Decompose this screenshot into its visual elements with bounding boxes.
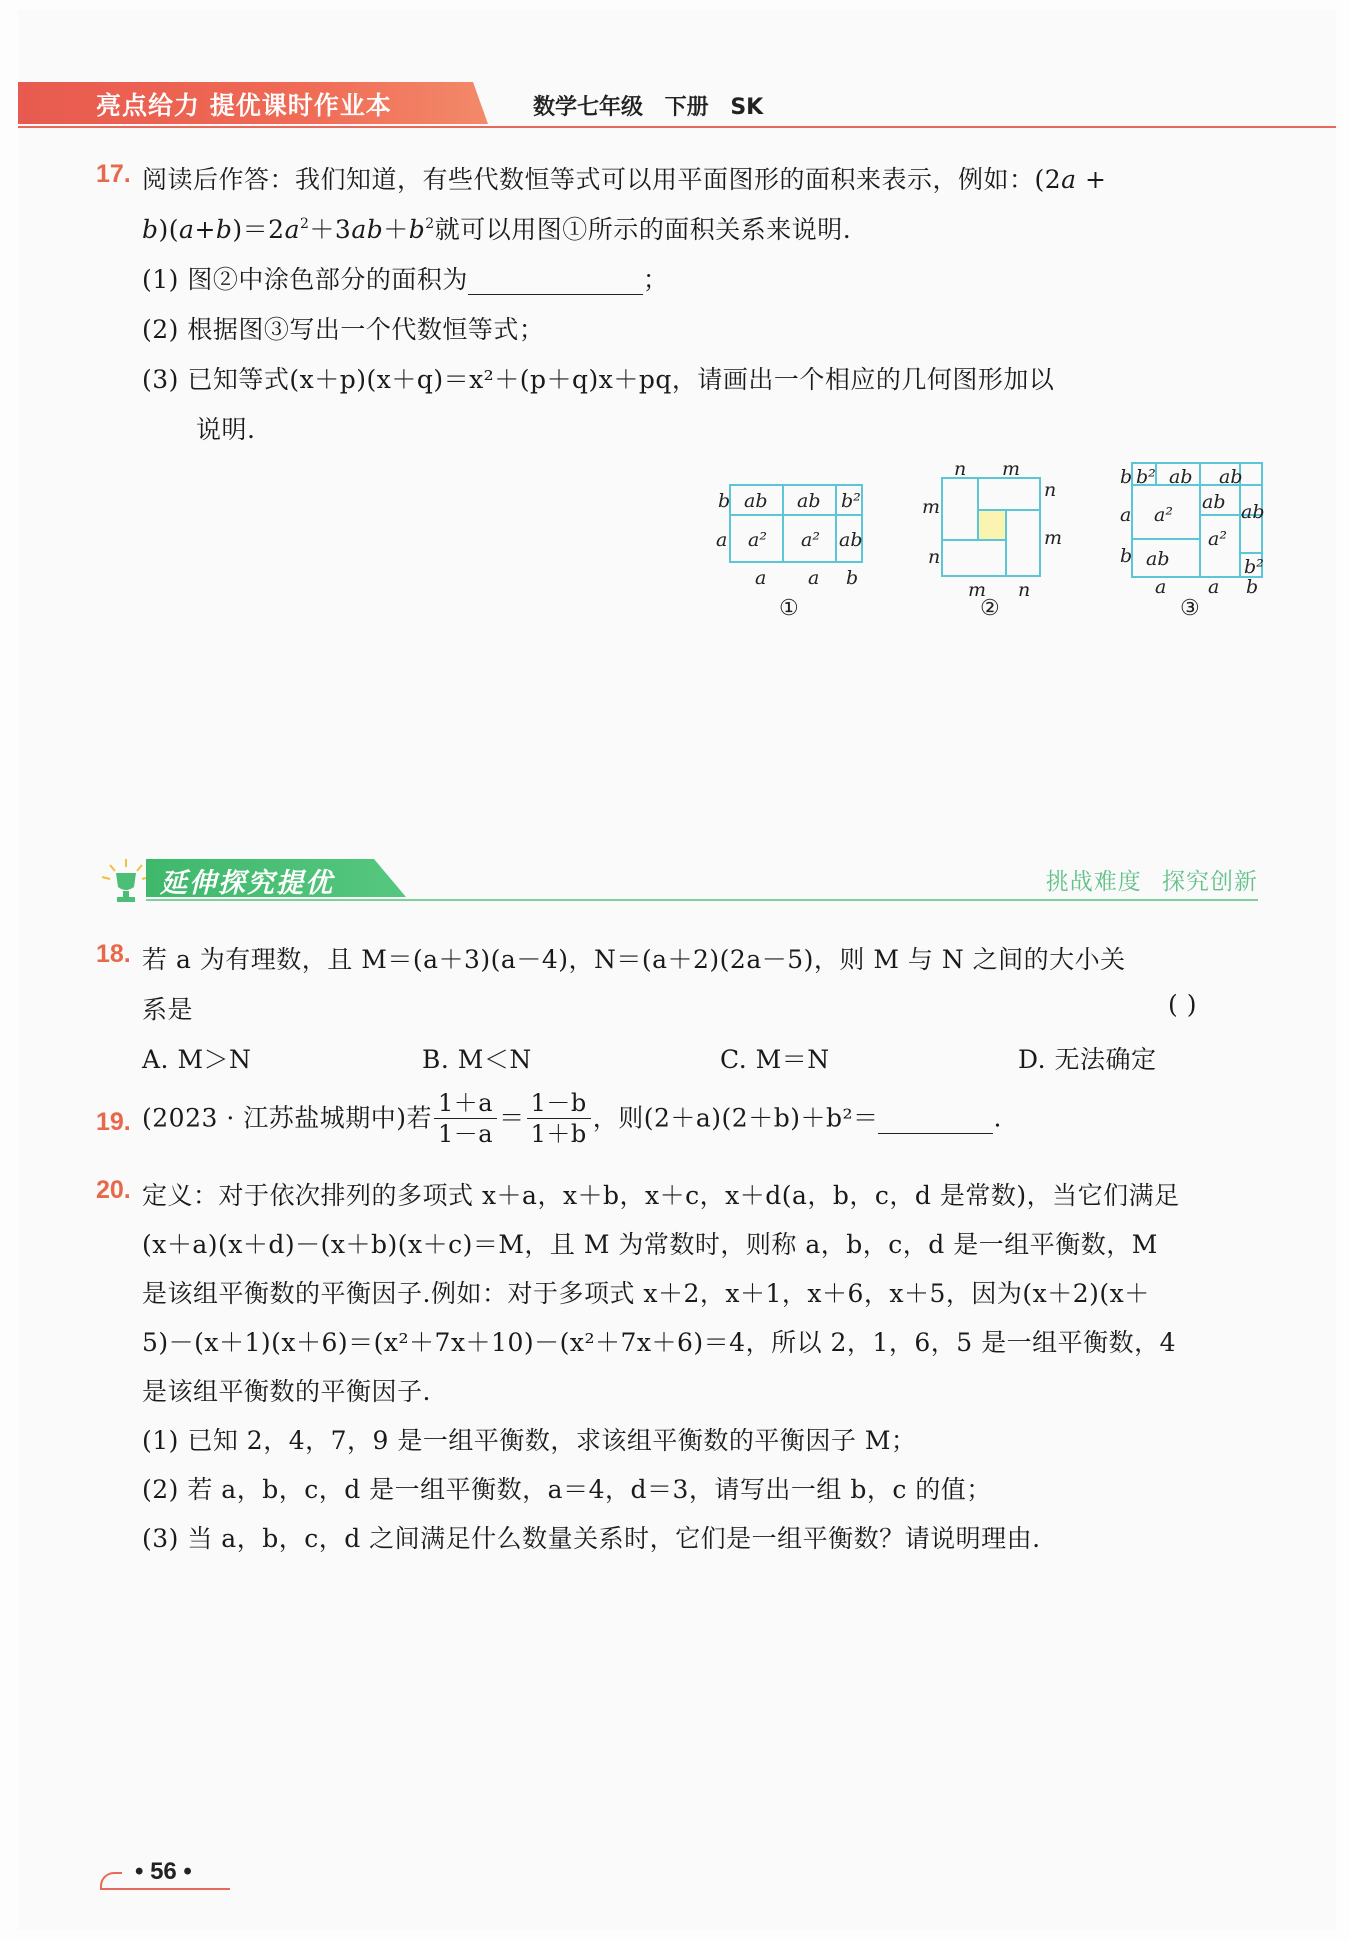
- svg-text:n: n: [1044, 479, 1057, 501]
- section-subtitle: 挑战难度 探究创新: [1045, 869, 1258, 895]
- svg-text:a: a: [755, 567, 767, 589]
- svg-text:a: a: [1155, 576, 1167, 598]
- svg-text:m: m: [968, 579, 987, 601]
- svg-text:m: m: [922, 496, 941, 518]
- svg-text:a²: a²: [1154, 504, 1173, 526]
- figure-2-caption: ②: [980, 596, 1000, 621]
- header-subject: 数学七年级 下册 SK: [533, 95, 764, 120]
- q17-part3: (3) 已知等式(x＋p)(x＋q)＝x²＋(p＋q)x＋pq，请画出一个相应的几何图形加以: [142, 365, 1055, 394]
- svg-text:b: b: [846, 567, 859, 589]
- q20-part2: (2) 若 a，b，c，d 是一组平衡数，a＝4，d＝3，请写出一组 b，c 的值；: [142, 1475, 992, 1504]
- q20-part1: (1) 已知 2，4，7，9 是一组平衡数，求该组平衡数的平衡因子 M；: [142, 1426, 917, 1455]
- svg-text:b: b: [1120, 466, 1133, 488]
- answer-blank[interactable]: [878, 1103, 993, 1134]
- q17-line2: $b)(a+b)=2a^2+3ab+b^2$就可以用图①所示的面积关系来说明.: [142, 215, 852, 244]
- svg-text:ab: ab: [1169, 466, 1193, 488]
- svg-text:b: b: [1246, 576, 1259, 598]
- svg-text:n: n: [928, 546, 941, 568]
- svg-text:a²: a²: [748, 529, 767, 551]
- q20-line2: (x＋a)(x＋d)－(x＋b)(x＋c)＝M，且 M 为常数时，则称 a，b，c，d 是一组平衡数，M: [142, 1230, 1158, 1259]
- svg-text:a: a: [1120, 504, 1132, 526]
- q19-line: (2023 · 江苏盐城期中)若 $\frac{1+a}{1-a}$ ＝ $\frac{1-b}{1+b}$ ，则(2＋a)(2＋b)＋b²＝ .: [142, 1089, 1002, 1148]
- section-banner: [98, 855, 1258, 905]
- q17-figures: [700, 455, 1280, 630]
- answer-blank[interactable]: [468, 265, 643, 295]
- page-header: [18, 82, 1336, 128]
- svg-text:ab: ab: [1146, 548, 1170, 570]
- q17-part1: (1) 图②中涂色部分的面积为 ；: [142, 265, 669, 294]
- header-book-title: 亮点给力 提优课时作业本: [96, 91, 392, 120]
- svg-text:ab: ab: [1202, 491, 1226, 513]
- svg-text:a: a: [808, 567, 820, 589]
- page-number-rule: [100, 1888, 230, 1890]
- figure-2: [942, 478, 1040, 576]
- q20-line5: 是该组平衡数的平衡因子.: [142, 1377, 431, 1406]
- svg-text:ab: ab: [744, 490, 768, 512]
- section-rule: [146, 899, 1258, 901]
- svg-text:ab: ab: [1241, 501, 1265, 523]
- section-title: 延伸探究提优: [160, 868, 334, 899]
- q20-line1: 定义：对于依次排列的多项式 x＋a，x＋b，x＋c，x＋d(a，b，c，d 是常数)，当它们满足: [142, 1181, 1180, 1210]
- svg-text:b: b: [718, 490, 731, 512]
- svg-text:b²: b²: [1244, 556, 1264, 578]
- svg-text:a: a: [716, 529, 728, 551]
- q18-number: 18.: [96, 940, 131, 968]
- svg-text:a²: a²: [801, 529, 820, 551]
- figure-1-caption: ①: [779, 596, 799, 621]
- q18-line1: 若 a 为有理数，且 M＝(a＋3)(a－4)，N＝(a＋2)(2a－5)，则 M 与 N 之间的大小关: [142, 945, 1126, 974]
- svg-text:b: b: [1120, 545, 1133, 567]
- svg-text:m: m: [1002, 458, 1021, 480]
- figure-3-caption: ③: [1180, 596, 1200, 621]
- fraction-1: $\frac{1+a}{1-a}$: [434, 1088, 497, 1149]
- q20-line4: 5)－(x＋1)(x＋6)＝(x²＋7x＋10)－(x²＋7x＋6)＝4，所以 2，1，6，5 是一组平衡数，4: [142, 1328, 1176, 1357]
- q18-answer-paren[interactable]: ( ): [1168, 990, 1197, 1019]
- q18-option-b[interactable]: B. M＜N: [422, 1045, 532, 1074]
- q18-line2: 系是: [142, 995, 194, 1024]
- fraction-2: $\frac{1-b}{1+b}$: [527, 1088, 591, 1149]
- svg-text:ab: ab: [797, 490, 821, 512]
- q18-option-c[interactable]: C. M＝N: [720, 1045, 830, 1074]
- q17-part2: (2) 根据图③写出一个代数恒等式；: [142, 315, 545, 344]
- q18-option-a[interactable]: A. M＞N: [142, 1045, 252, 1074]
- svg-text:m: m: [1044, 527, 1063, 549]
- svg-text:b²: b²: [1136, 466, 1156, 488]
- svg-text:ab: ab: [839, 529, 863, 551]
- svg-text:n: n: [1018, 579, 1031, 601]
- q18-option-d[interactable]: D. 无法确定: [1018, 1045, 1157, 1074]
- page-number: • 56 •: [135, 1858, 192, 1885]
- q17-line1: 阅读后作答：我们知道，有些代数恒等式可以用平面图形的面积来表示，例如：(2a +: [142, 165, 1107, 194]
- q20-line3: 是该组平衡数的平衡因子.例如：对于多项式 x＋2，x＋1，x＋6，x＋5，因为(x＋2)(x＋: [142, 1279, 1150, 1308]
- q20-number: 20.: [96, 1176, 131, 1204]
- svg-text:a: a: [1208, 576, 1220, 598]
- q17-part3-cont: 说明.: [196, 415, 256, 444]
- svg-text:a²: a²: [1208, 528, 1227, 550]
- svg-text:n: n: [954, 458, 967, 480]
- q17-number: 17.: [96, 160, 131, 188]
- q20-part3: (3) 当 a，b，c，d 之间满足什么数量关系时，它们是一组平衡数？请说明理由.: [142, 1524, 1041, 1553]
- q19-number: 19.: [96, 1108, 131, 1136]
- svg-text:ab: ab: [1219, 466, 1243, 488]
- svg-text:b²: b²: [841, 490, 861, 512]
- header-rule: [18, 126, 1336, 128]
